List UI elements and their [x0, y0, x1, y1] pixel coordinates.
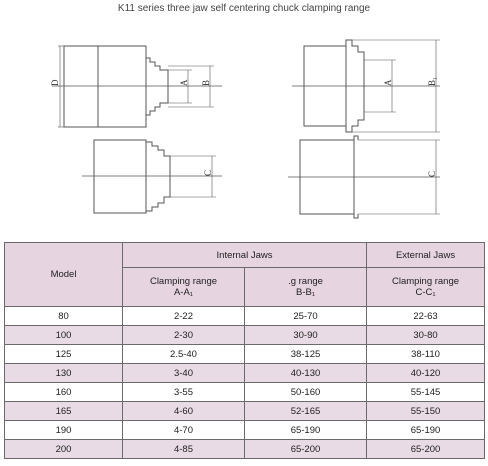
cell-b-b1: 50-160 [245, 383, 367, 402]
col-a-a1-header [123, 268, 245, 307]
cell-b-b1: 65-190 [245, 421, 367, 440]
drawing-external-jaws-ab [292, 40, 440, 132]
label-c-right: C [427, 170, 437, 177]
cell-b-b1: 25-70 [245, 307, 367, 326]
col-a-a1-header-line1: Clamping range [149, 276, 218, 287]
drawing-internal-jaws-c [82, 140, 222, 213]
internal-jaws-header: Internal Jaws [123, 243, 367, 268]
cell-c-c1: 40-120 [367, 364, 485, 383]
col-b-b1-header-line2: B-B₁ [295, 287, 316, 298]
clamping-range-table [4, 242, 485, 459]
cell-model: 200 [5, 440, 123, 459]
col-b-b1-header-line1: .g range [288, 276, 323, 287]
table-row [5, 345, 485, 364]
col-a-a1-header-line2: A-A₁ [173, 287, 194, 298]
table-row [5, 326, 485, 345]
cell-b-b1: 52-165 [245, 402, 367, 421]
cell-model: 125 [5, 345, 123, 364]
cell-a-a1: 3-55 [123, 383, 245, 402]
cell-c-c1: 38-110 [367, 345, 485, 364]
cell-a-a1: 2-22 [123, 307, 245, 326]
label-c: C [203, 169, 213, 176]
cell-b-b1: 30-90 [245, 326, 367, 345]
table-row [5, 421, 485, 440]
col-b-b1-header [245, 268, 367, 307]
cell-a-a1: 4-85 [123, 440, 245, 459]
cell-a-a1: 2.5-40 [123, 345, 245, 364]
cell-c-c1: 65-190 [367, 421, 485, 440]
col-c-c1-header-line1: Clamping range [391, 276, 460, 287]
label-b1: B₁ [427, 76, 437, 86]
cell-a-a1: 2-30 [123, 326, 245, 345]
cell-a-a1: 3-40 [123, 364, 245, 383]
cell-model: 130 [5, 364, 123, 383]
label-a: A [179, 79, 189, 86]
cell-c-c1: 30-80 [367, 326, 485, 345]
cell-c-c1: 22-63 [367, 307, 485, 326]
cell-c-c1: 65-200 [367, 440, 485, 459]
cell-model: 100 [5, 326, 123, 345]
cell-c-c1: 55-150 [367, 402, 485, 421]
drawing-external-jaws-c [288, 136, 440, 218]
label-b: B [201, 79, 211, 86]
cell-model: 80 [5, 307, 123, 326]
cell-model: 160 [5, 383, 123, 402]
cell-b-b1: 38-125 [245, 345, 367, 364]
cell-b-b1: 40-130 [245, 364, 367, 383]
label-a-right: A [383, 79, 393, 86]
cell-model: 165 [5, 402, 123, 421]
page-title: K11 series three jaw self centering chuck clamping range [117, 3, 371, 14]
cell-model: 190 [5, 421, 123, 440]
model-header: Model [5, 243, 123, 307]
cell-c-c1: 55-145 [367, 383, 485, 402]
cell-b-b1: 65-200 [245, 440, 367, 459]
drawing-internal-jaws-ab [52, 46, 222, 127]
cell-a-a1: 4-60 [123, 402, 245, 421]
col-c-c1-header-line2: C-C₁ [415, 287, 436, 298]
col-c-c1-header [367, 268, 485, 307]
table-row [5, 364, 485, 383]
table-row [5, 383, 485, 402]
external-jaws-header: External Jaws [367, 243, 485, 268]
table-row [5, 440, 485, 459]
cell-a-a1: 4-70 [123, 421, 245, 440]
label-d: D [50, 79, 60, 86]
table-row [5, 307, 485, 326]
table-row [5, 402, 485, 421]
